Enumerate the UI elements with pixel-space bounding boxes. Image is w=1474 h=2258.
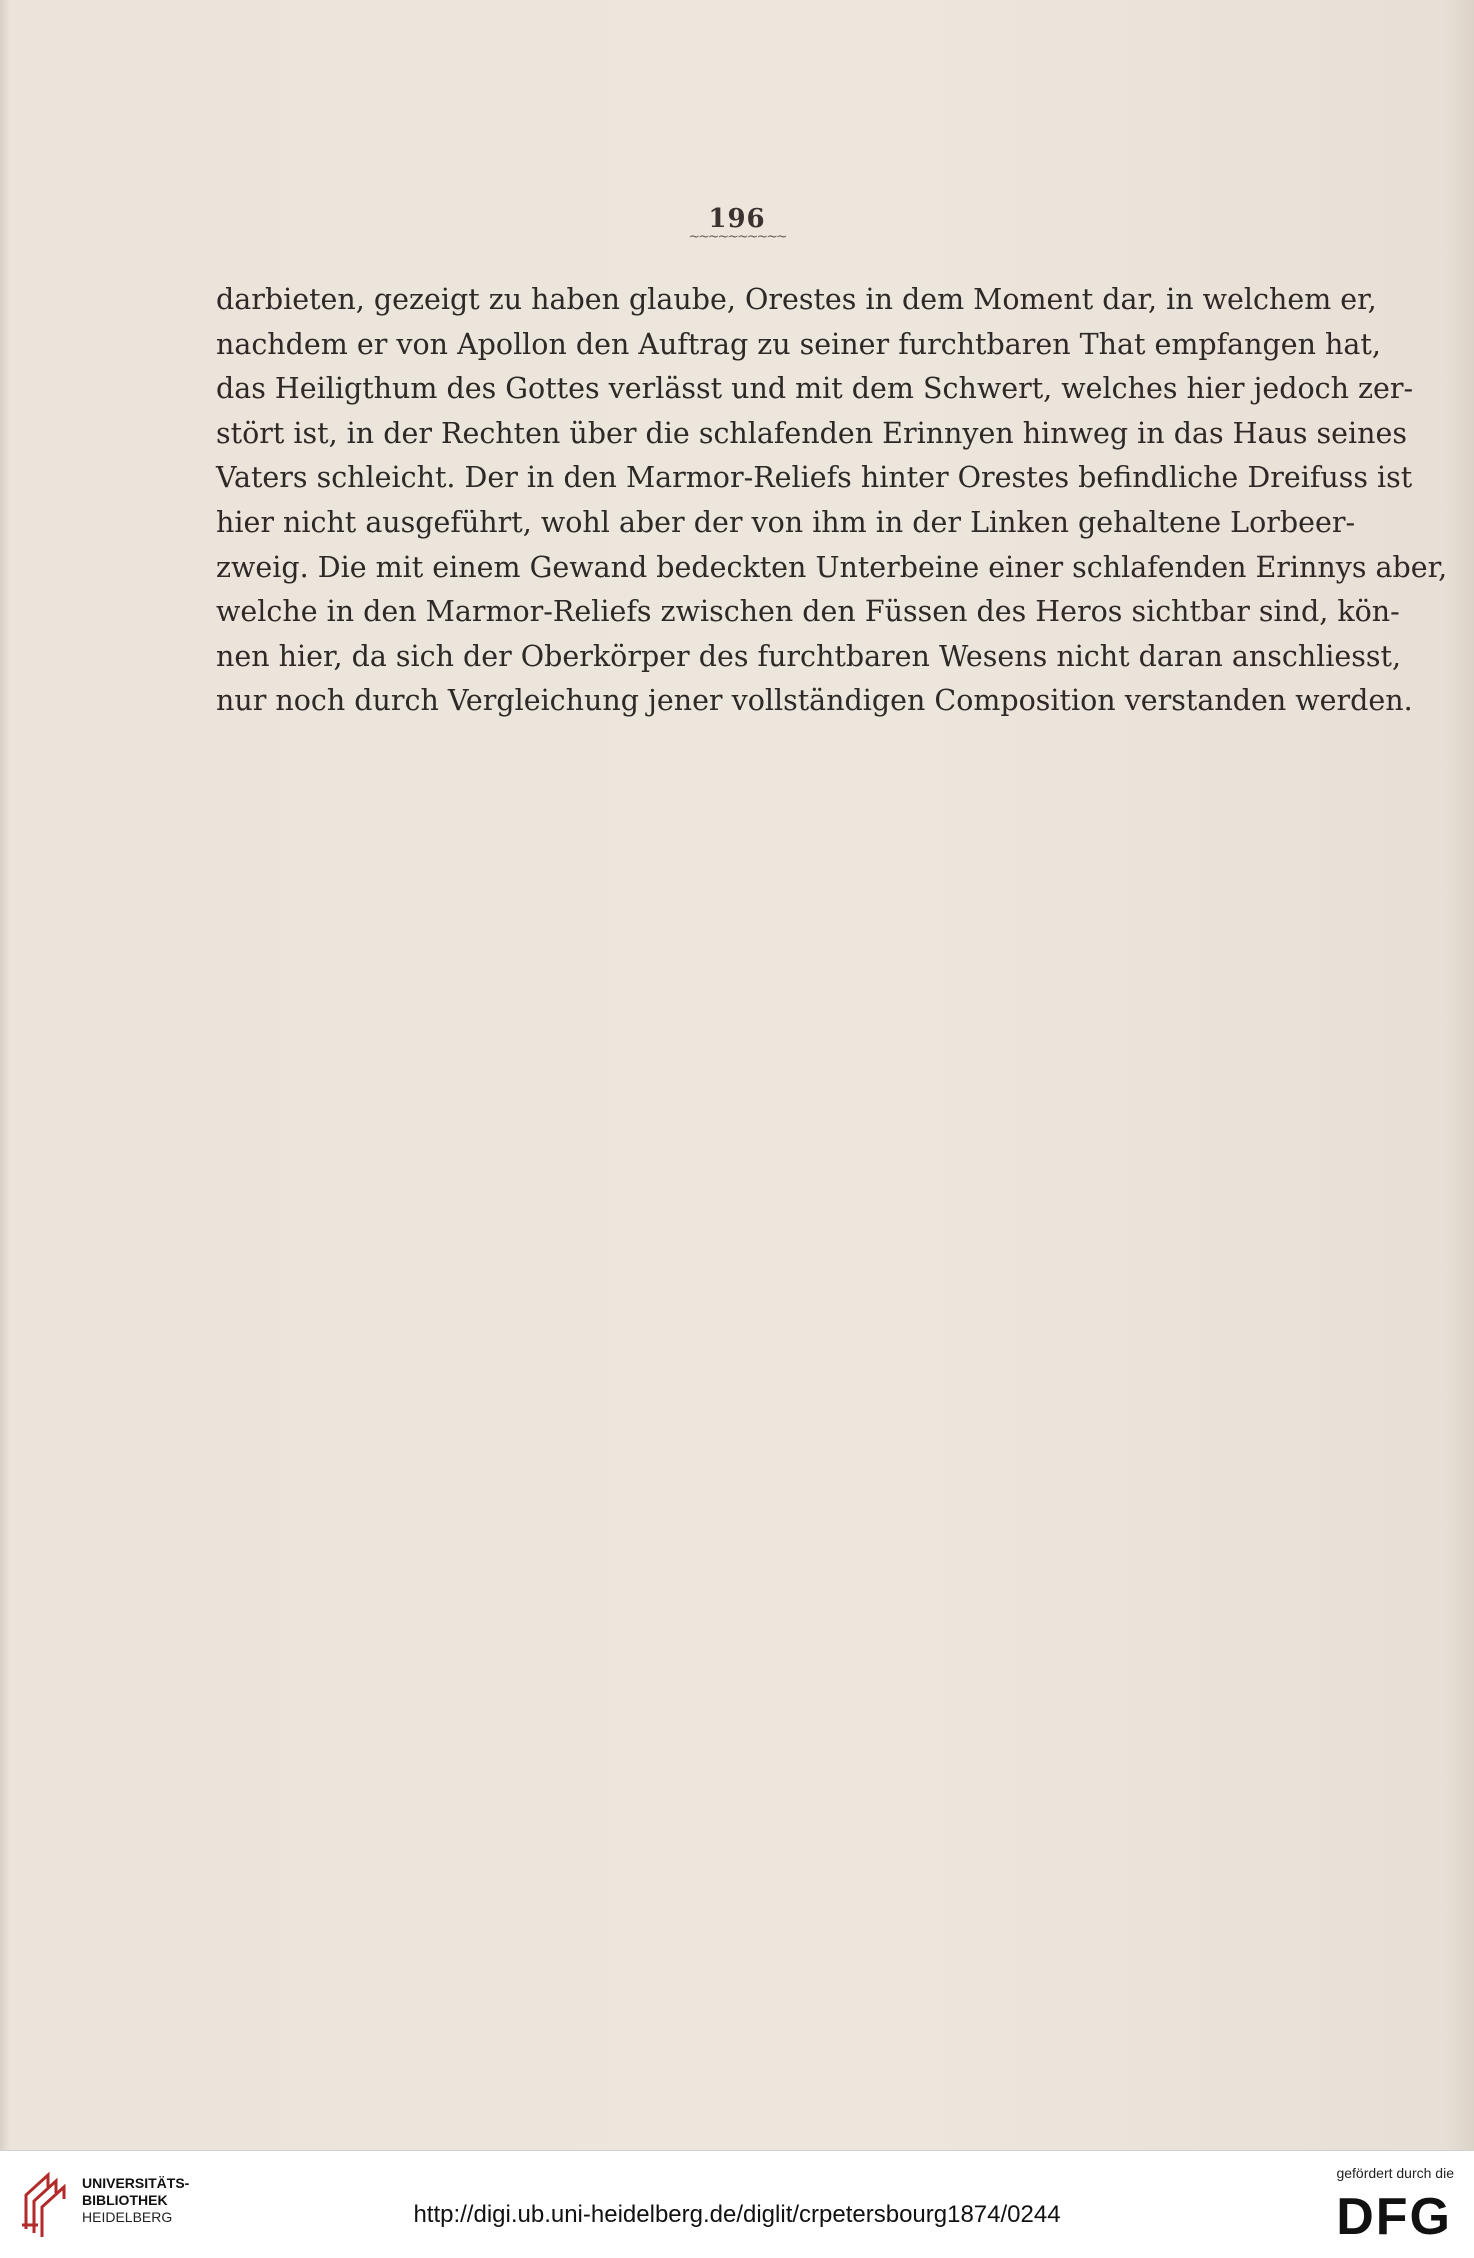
text-line: nen hier, da sich der Oberkörper des furchtbaren Wesens nicht daran anschliesst, <box>216 639 1402 673</box>
digitization-footer <box>0 2150 1474 2258</box>
text-line: stört ist, in der Rechten über die schlafenden Erinnyen hinweg in das Haus seines <box>216 416 1407 450</box>
library-name-line3: HEIDELBERG <box>82 2209 173 2225</box>
text-line: nachdem er von Apollon den Auftrag zu seiner furchtbaren That empfangen hat, <box>216 327 1381 361</box>
funding-label: gefördert durch die <box>1336 2165 1454 2181</box>
body-text <box>216 278 1448 724</box>
library-name-line1: UNIVERSITÄTS- <box>82 2175 190 2191</box>
text-line: zweig. Die mit einem Gewand bedeckten Unterbeine einer schlafenden Erinnys aber, <box>216 550 1448 584</box>
text-line: hier nicht ausgeführt, wohl aber der von ihm in der Linken gehaltene Lorbeer- <box>216 505 1356 539</box>
page-number: 196 <box>708 204 766 234</box>
permalink-url[interactable]: http://digi.ub.uni-heidelberg.de/diglit/crpetersbourg1874/0244 <box>413 2201 1061 2228</box>
text-line: das Heiligthum des Gottes verlässt und mit dem Schwert, welches hier jedoch zer- <box>216 372 1414 406</box>
text-line: Vaters schleicht. Der in den Marmor-Reliefs hinter Orestes befindliche Dreifuss ist <box>216 461 1413 495</box>
text-line: welche in den Marmor-Reliefs zwischen den Füssen des Heros sichtbar sind, kön- <box>216 595 1400 629</box>
dfg-logo: DFG <box>1336 2188 1452 2246</box>
text-line: darbieten, gezeigt zu haben glaube, Orestes in dem Moment dar, in welchem er, <box>216 283 1377 316</box>
text-line: nur noch durch Vergleichung jener vollständigen Composition verstanden werden. <box>216 684 1413 718</box>
page-number-ornament: ~~~~~~~~~~ <box>688 229 786 245</box>
library-name-line2: BIBLIOTHEK <box>82 2192 168 2208</box>
